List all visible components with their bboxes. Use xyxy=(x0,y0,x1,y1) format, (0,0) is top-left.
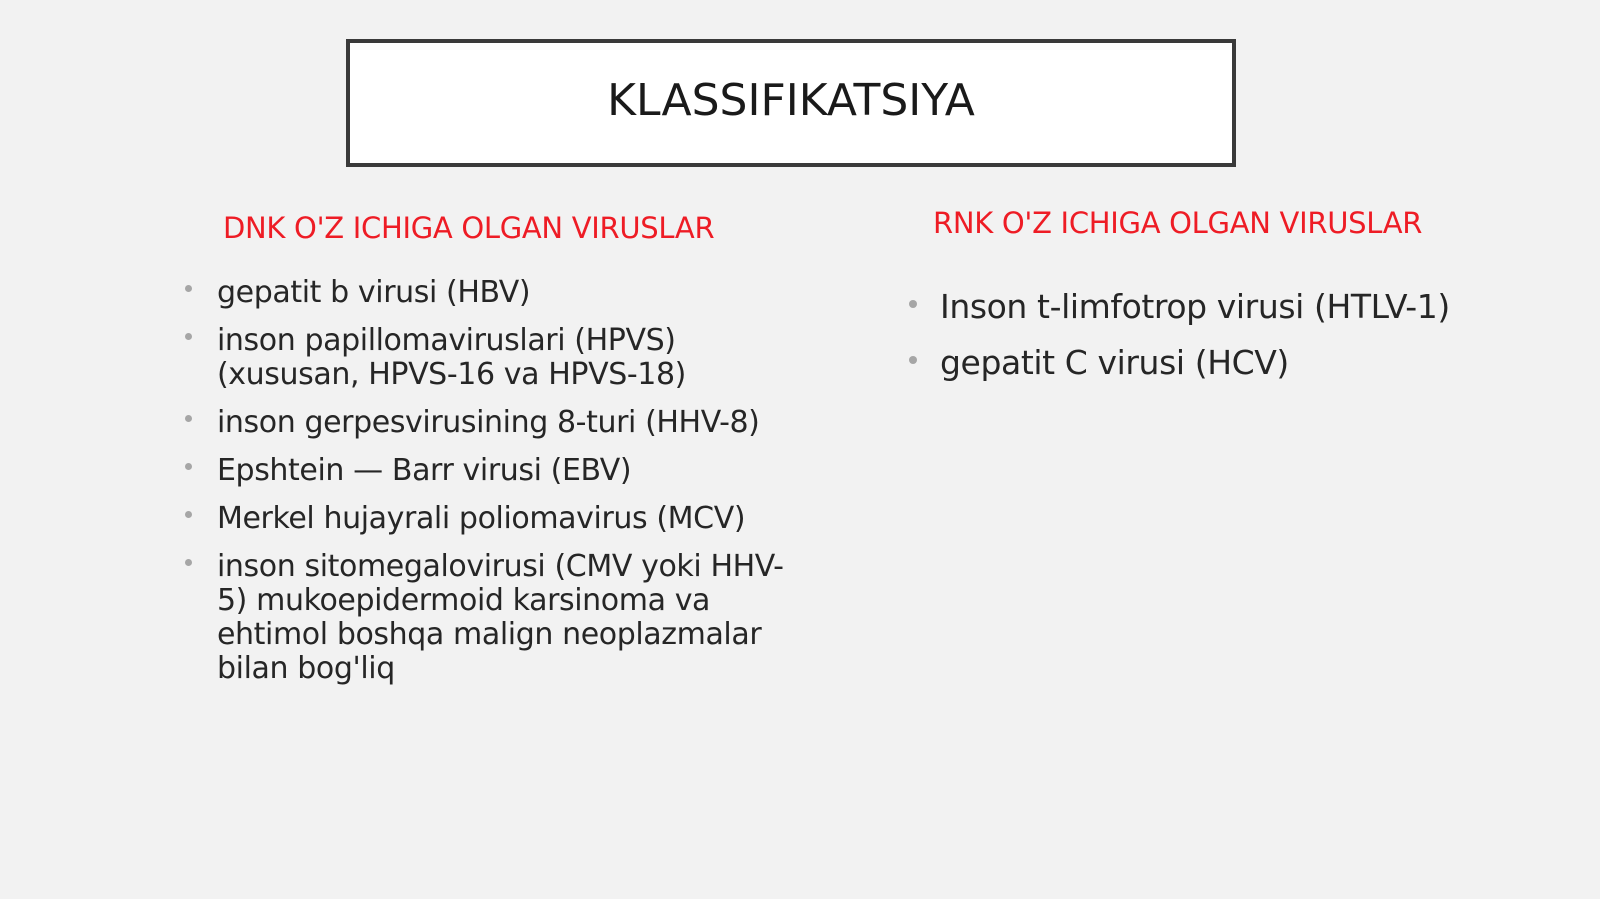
list-item xyxy=(184,406,784,440)
bullet-icon xyxy=(185,415,192,422)
list-item xyxy=(908,344,1568,382)
bullet-icon xyxy=(185,511,192,518)
bullet-icon xyxy=(185,333,192,340)
right-column-heading: RNK O'Z ICHIGA OLGAN VIRUSLAR xyxy=(933,206,1423,240)
bullet-icon xyxy=(909,356,917,364)
slide-title: KLASSIFIKATSIYA xyxy=(607,74,975,126)
title-box xyxy=(346,39,1236,167)
list-item-text: Merkel hujayrali poliomavirus (MCV) xyxy=(217,501,746,536)
bullet-icon xyxy=(185,463,192,470)
list-item-text: Epshtein — Barr virusi (EBV) xyxy=(217,453,632,488)
rna-virus-list xyxy=(908,288,1568,400)
list-item xyxy=(908,288,1568,326)
list-item xyxy=(184,550,784,686)
list-item-text: gepatit C virusi (HCV) xyxy=(940,343,1289,382)
list-item-text: inson sitomegalovirusi (CMV yoki HHV-5) mukoepidermoid karsinoma va ehtimol boshqa malign neoplazmalar bilan bog'liq xyxy=(217,549,784,686)
list-item xyxy=(184,502,784,536)
list-item-text: inson papillomaviruslari (HPVS) (xususan, HPVS-16 va HPVS-18) xyxy=(217,323,686,392)
list-item xyxy=(184,324,784,392)
bullet-icon xyxy=(185,285,192,292)
left-column-heading: DNK O'Z ICHIGA OLGAN VIRUSLAR xyxy=(223,211,715,245)
dna-virus-list xyxy=(184,276,784,700)
bullet-icon xyxy=(909,300,917,308)
list-item-text: Inson t-limfotrop virusi (HTLV-1) xyxy=(940,287,1450,326)
list-item-text: gepatit b virusi (HBV) xyxy=(217,275,531,310)
list-item-text: inson gerpesvirusining 8-turi (HHV-8) xyxy=(217,405,760,440)
list-item xyxy=(184,276,784,310)
bullet-icon xyxy=(185,559,192,566)
list-item xyxy=(184,454,784,488)
